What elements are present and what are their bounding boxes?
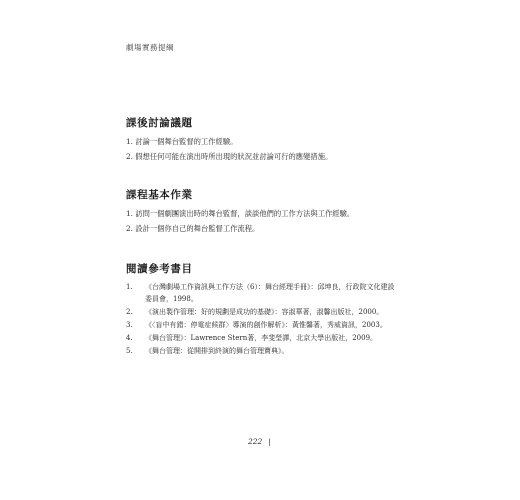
reference-item — [126, 345, 396, 357]
page-footer — [248, 437, 271, 446]
running-header: 劇場實務提綱 — [126, 43, 174, 52]
discussion-item: 2. 假想任何可能在演出時所出現的狀況並討論可行的應變措施。 — [126, 152, 333, 161]
references-heading: 閱讀參考書目 — [126, 263, 193, 275]
footer-separator: | — [268, 437, 271, 446]
reference-number: 5. — [126, 347, 133, 355]
reference-number: 3. — [126, 321, 133, 329]
reference-item — [126, 319, 396, 331]
reference-text: 《台灣劇場工作資訊與工作方法（6）：舞台經理手冊》：邱坤良，行政院文化建設委員會，1998。 — [145, 283, 395, 303]
reference-number: 2. — [126, 308, 133, 316]
reference-item — [126, 306, 396, 318]
reference-text: 《演出製作管理：好的規劃是成功的基礎》：容淑華著，淑馨出版社，2000。 — [145, 308, 384, 316]
discussion-item: 1. 討論一個舞台監督的工作經驗。 — [126, 137, 238, 146]
discussion-heading: 課後討論議題 — [126, 117, 193, 129]
references-list — [126, 281, 396, 358]
reference-item — [126, 281, 396, 305]
homework-heading: 課程基本作業 — [126, 189, 193, 201]
reference-number: 1. — [126, 283, 133, 291]
reference-number: 4. — [126, 334, 133, 342]
homework-item: 1. 訪問一個劇團演出時的舞台監督，談談他們的工作方法與工作經驗。 — [126, 209, 355, 218]
reference-text: 《舞台管理：從開排到終演的舞台管理寶典》。 — [145, 347, 289, 355]
reference-text: 《舞台管理》：Lawrence Stern著，李斐瑩譯，北京大學出版社，2009。 — [145, 334, 378, 342]
reference-text: 《〈盲中有錯：停電症候群〉導演的創作解析》：黃惟馨著，秀威資訊，2003。 — [145, 321, 387, 329]
homework-list — [126, 206, 416, 236]
reference-item — [126, 332, 396, 344]
homework-item: 2. 設計一個你自己的舞台監督工作流程。 — [126, 224, 260, 233]
discussion-list — [126, 134, 416, 164]
page-number: 222 — [248, 437, 263, 446]
